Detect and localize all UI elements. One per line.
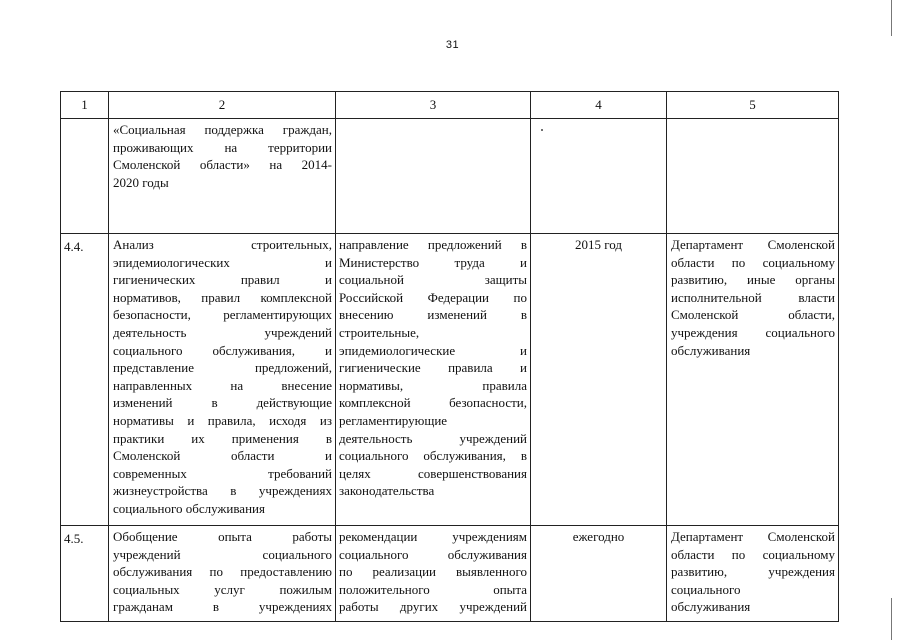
text-line: нормативы и правила, исходя из bbox=[113, 412, 332, 428]
responsible-cell bbox=[667, 234, 839, 526]
row-number: 4.4. bbox=[61, 234, 109, 526]
text-line: области по социальному bbox=[671, 546, 835, 562]
text-line: практики их применения в bbox=[113, 430, 332, 446]
table-row bbox=[61, 526, 839, 622]
text-line: социального обслуживания, и bbox=[113, 342, 332, 358]
text-line: по реализации выявленного bbox=[339, 564, 527, 580]
text-line: области по социальному bbox=[671, 254, 835, 270]
row-number bbox=[61, 119, 109, 234]
text-line: обслуживания bbox=[671, 599, 751, 615]
text-line: гигиенические правила и bbox=[339, 360, 527, 376]
text-line: гигиенических правил и bbox=[113, 272, 332, 288]
text-line: развитию, учреждения bbox=[671, 564, 835, 580]
scan-edge-line bbox=[891, 0, 892, 36]
measure-cell bbox=[109, 234, 336, 526]
result-cell bbox=[336, 234, 531, 526]
text-line: направление предложений в bbox=[339, 237, 527, 252]
text-line: регламентирующие bbox=[339, 412, 448, 428]
text-line: гражданам в учреждениях bbox=[113, 599, 332, 615]
table-header-row bbox=[61, 92, 839, 119]
text-line: Российской Федерации по bbox=[339, 289, 527, 305]
text-line: Анализ строительных, bbox=[113, 237, 332, 252]
text-line: целях совершенствования bbox=[339, 465, 527, 481]
text-line: социальной защиты bbox=[339, 272, 527, 288]
measure-cell bbox=[109, 526, 336, 622]
column-header: 4 bbox=[531, 92, 667, 119]
text-line: «Социальная поддержка граждан, bbox=[113, 122, 332, 137]
column-header: 3 bbox=[336, 92, 531, 119]
text-line: обслуживания bbox=[671, 342, 751, 358]
text-line: нормативы, правила bbox=[339, 377, 527, 393]
responsible-cell bbox=[667, 119, 839, 234]
text-line: современных требований bbox=[113, 465, 332, 481]
measures-table bbox=[60, 91, 839, 622]
row-number: 4.5. bbox=[61, 526, 109, 622]
text-line: Смоленской области и bbox=[113, 448, 332, 464]
deadline-cell: ежегодно bbox=[531, 526, 667, 622]
text-line: социального обслуживания bbox=[339, 546, 527, 562]
text-line: безопасности, регламентирующих bbox=[113, 307, 332, 323]
text-line: положительного опыта bbox=[339, 581, 527, 597]
text-line: рекомендации учреждениям bbox=[339, 529, 527, 544]
text-line: эпидемиологические и bbox=[339, 342, 527, 358]
text-line: жизнеустройства в учреждениях bbox=[113, 483, 332, 499]
scan-edge-line bbox=[891, 598, 892, 640]
text-line: деятельность учреждений bbox=[339, 430, 527, 446]
column-header: 1 bbox=[61, 92, 109, 119]
table-row bbox=[61, 234, 839, 526]
text-line: Министерство труда и bbox=[339, 254, 527, 270]
text-line: эпидемиологических и bbox=[113, 254, 332, 270]
text-line: Обобщение опыта работы bbox=[113, 529, 332, 544]
text-line: Смоленской области, bbox=[671, 307, 835, 323]
text-line: проживающих на территории bbox=[113, 139, 332, 155]
text-line: изменений в действующие bbox=[113, 395, 332, 411]
text-line: нормативов, правил комплексной bbox=[113, 289, 332, 305]
text-line: 2020 годы bbox=[113, 174, 169, 190]
text-line: социального обслуживания, в bbox=[339, 448, 527, 464]
deadline-cell: 2015 год bbox=[531, 234, 667, 526]
text-line: исполнительной власти bbox=[671, 289, 835, 305]
text-line: Смоленской области» на 2014- bbox=[113, 157, 332, 173]
text-line: учреждений социального bbox=[113, 546, 332, 562]
text-line: представление предложений, bbox=[113, 360, 332, 376]
text-line: обслуживания по предоставлению bbox=[113, 564, 332, 580]
deadline-cell bbox=[531, 119, 667, 234]
text-line: развитию, иные органы bbox=[671, 272, 835, 288]
text-line: Департамент Смоленской bbox=[671, 529, 835, 544]
text-line: законодательства bbox=[339, 483, 435, 499]
text-line: внесению изменений в bbox=[339, 307, 527, 323]
page-number: 31 bbox=[445, 39, 460, 51]
responsible-cell bbox=[667, 526, 839, 622]
table-row bbox=[61, 119, 839, 234]
text-line: социального bbox=[671, 581, 741, 597]
measure-cell bbox=[109, 119, 336, 234]
scan-speck bbox=[541, 129, 543, 131]
text-line: работы других учреждений bbox=[339, 599, 527, 615]
result-cell bbox=[336, 526, 531, 622]
text-line: комплексной безопасности, bbox=[339, 395, 527, 411]
text-line: социальных услуг пожилым bbox=[113, 581, 332, 597]
result-cell bbox=[336, 119, 531, 234]
text-line: социального обслуживания bbox=[113, 500, 265, 516]
text-line: деятельность учреждений bbox=[113, 324, 332, 340]
text-line: Департамент Смоленской bbox=[671, 237, 835, 252]
column-header: 5 bbox=[667, 92, 839, 119]
column-header: 2 bbox=[109, 92, 336, 119]
text-line: учреждения социального bbox=[671, 324, 835, 340]
text-line: направленных на внесение bbox=[113, 377, 332, 393]
text-line: строительные, bbox=[339, 324, 420, 340]
